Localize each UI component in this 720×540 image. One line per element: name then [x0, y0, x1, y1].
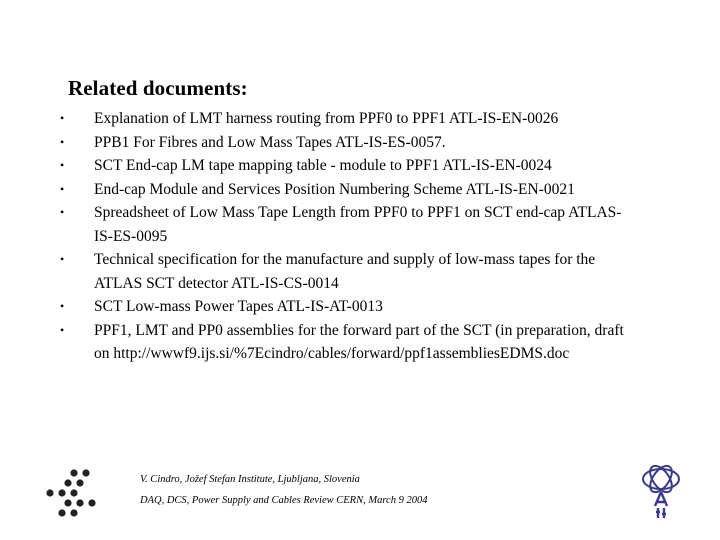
list-item — [60, 131, 640, 155]
bullet-icon: • — [60, 205, 65, 219]
bullet-icon: • — [60, 111, 65, 125]
footer — [140, 469, 427, 511]
document-title: Technical specification for the manufacture and supply of low-mass tapes for the ATLAS SCT detector ATL-IS-CS-0014 — [94, 251, 596, 292]
page-title: Related documents: — [68, 76, 248, 100]
list-item — [60, 178, 640, 202]
footer-author: V. Cindro, Jožef Stefan Institute, Ljubljana, Slovenia — [140, 474, 360, 485]
document-title: PPF1, LMT and PP0 assemblies for the forward part of the SCT (in preparation, draft on http://wwwf9.ijs.si/%7Ecindro/cables/forward/ppf1assembliesEDMS.doc — [94, 321, 624, 362]
document-title: Explanation of LMT harness routing from PPF0 to PPF1 ATL-IS-EN-0026 — [94, 110, 559, 127]
atlas-logo-graphic — [636, 462, 686, 520]
footer-event: DAQ, DCS, Power Supply and Cables Review CERN, March 9 2004 — [140, 495, 428, 506]
bullet-icon: • — [60, 322, 65, 337]
document-title: End-cap Module and Services Position Numbering Scheme ATL-IS-EN-0021 — [94, 180, 575, 198]
list-item — [60, 107, 640, 131]
document-title: PPB1 For Fibres and Low Mass Tapes ATL-IS-ES-0057. — [94, 133, 446, 151]
list-item — [60, 248, 640, 295]
related-documents-list — [60, 107, 640, 366]
list-item — [60, 295, 640, 319]
list-item — [60, 201, 640, 248]
ijs-logo-icon — [44, 468, 104, 525]
document-title: SCT Low-mass Power Tapes ATL-IS-AT-0013 — [94, 298, 383, 315]
bullet-icon: • — [60, 134, 65, 149]
list-item — [60, 154, 640, 178]
document-title: Spreadsheet of Low Mass Tape Length from PPF0 to PPF1 on SCT end-cap ATLAS-IS-ES-0095 — [94, 204, 622, 245]
document-title: SCT End-cap LM tape mapping table - module to PPF1 ATL-IS-EN-0024 — [94, 157, 552, 174]
ijs-logo-graphic — [44, 468, 104, 520]
bullet-icon: • — [60, 252, 65, 266]
atlas-logo-icon — [636, 462, 686, 525]
bullet-icon: • — [60, 181, 65, 196]
list-item — [60, 319, 640, 366]
bullet-icon: • — [60, 299, 65, 313]
bullet-icon: • — [60, 158, 65, 172]
